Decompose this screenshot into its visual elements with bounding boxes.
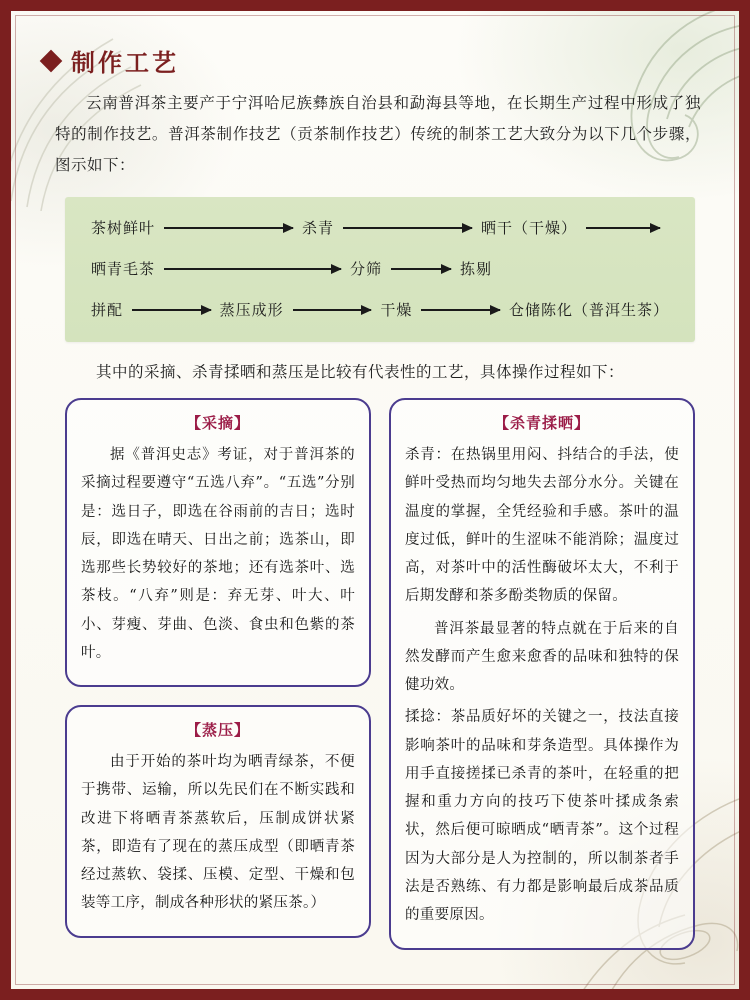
flow-arrow-icon bbox=[164, 268, 341, 270]
flow-node: 拼配 bbox=[91, 301, 124, 319]
flow-node: 茶树鲜叶 bbox=[91, 219, 156, 237]
card-title: 【杀青揉晒】 bbox=[493, 414, 590, 432]
diamond-icon bbox=[40, 49, 63, 72]
card-title: 【蒸压】 bbox=[185, 721, 250, 740]
flow-node: 分筛 bbox=[350, 260, 383, 278]
card-paragraph: 揉捻：茶品质好坏的关键之一，技法直接影响茶叶的品味和芽条造型。具体操作为用手直接搓揉已杀青的茶叶，在轻重的把握和重力方向的技巧下使茶叶揉成条索状，然后便可晾晒成“晒青茶”。这个过程因为大部分是人为控制的，所以制茶者手法是否熟练、有力都是影响最后成茶品质的重要原因。 bbox=[405, 709, 679, 924]
flow-arrow-icon bbox=[421, 309, 500, 311]
flow-node: 干燥 bbox=[380, 301, 413, 319]
flow-row-3 bbox=[91, 299, 669, 320]
flow-arrow-icon bbox=[343, 227, 472, 229]
card-paragraph: 由于开始的茶叶均为晒青绿茶，不便于携带、运输，所以先民们在不断实践和改进下将晒青茶蒸软后，压制成饼状紧茶，即造有了现在的蒸压成型（即晒青茶经过蒸软、袋揉、压模、定型、干燥和包装等工序，制成各种形状的紧压茶。） bbox=[81, 754, 355, 912]
flow-node: 仓储陈化（普洱生茶） bbox=[508, 301, 669, 319]
card-paragraph: 杀青：在热锅里用闷、抖结合的手法，使鲜叶受热而均匀地失去部分水分。关键在温度的掌握，全凭经验和手感。茶叶的温度过低，鲜叶的生涩味不能消除；温度过高，对茶叶中的活性酶破坏太大，不利于后期发酵和茶多酚类物质的保留。 bbox=[405, 447, 679, 605]
flow-row-2 bbox=[91, 258, 669, 279]
flow-node: 拣剔 bbox=[460, 260, 493, 278]
card-caizhai bbox=[65, 398, 371, 687]
flow-arrow-icon bbox=[586, 227, 660, 229]
flow-arrow-icon bbox=[132, 309, 211, 311]
card-shaqing-rousai bbox=[389, 398, 695, 950]
flow-node: 蒸压成形 bbox=[219, 301, 284, 319]
cards-container bbox=[65, 398, 695, 950]
flow-arrow-icon bbox=[391, 268, 451, 270]
intro-paragraph: 云南普洱茶主要产于宁洱哈尼族彝族自治县和勐海县等地，在长期生产过程中形成了独特的制作技艺。普洱茶制作技艺（贡茶制作技艺）传统的制茶工艺大致分为以下几个步骤，图示如下： bbox=[55, 94, 701, 174]
card-paragraph: 据《普洱史志》考证，对于普洱茶的采摘过程要遵守“五选八弃”。“五选”分别是：选日子，即选在谷雨前的吉日；选时辰，即选在晴天、日出之前；选茶山，即选那些长势较好的茶地；还有选茶叶、选茶枝。“八弃”则是：弃无芽、叶大、叶小、芽瘦、芽曲、色淡、食虫和色紫的茶叶。 bbox=[81, 447, 355, 661]
card-zhengya bbox=[65, 705, 371, 938]
process-flow-diagram bbox=[65, 197, 695, 342]
flow-arrow-icon bbox=[293, 309, 372, 311]
card-title: 【采摘】 bbox=[185, 414, 250, 432]
cards-left-column bbox=[65, 398, 371, 938]
note-paragraph: 其中的采摘、杀青揉晒和蒸压是比较有代表性的工艺，具体操作过程如下： bbox=[96, 363, 625, 381]
cards-right-column bbox=[389, 398, 695, 950]
flow-row-1 bbox=[91, 217, 669, 238]
flow-node: 晒干（干燥） bbox=[481, 219, 578, 237]
flow-arrow-icon bbox=[164, 227, 293, 229]
page-title: 制作工艺 bbox=[71, 48, 179, 77]
flow-node: 杀青 bbox=[302, 219, 335, 237]
section-header bbox=[43, 43, 709, 78]
card-paragraph: 普洱茶最显著的特点就在于后来的自然发酵而产生愈来愈香的品味和独特的保健功效。 bbox=[405, 620, 679, 694]
flow-node: 晒青毛茶 bbox=[91, 260, 156, 278]
